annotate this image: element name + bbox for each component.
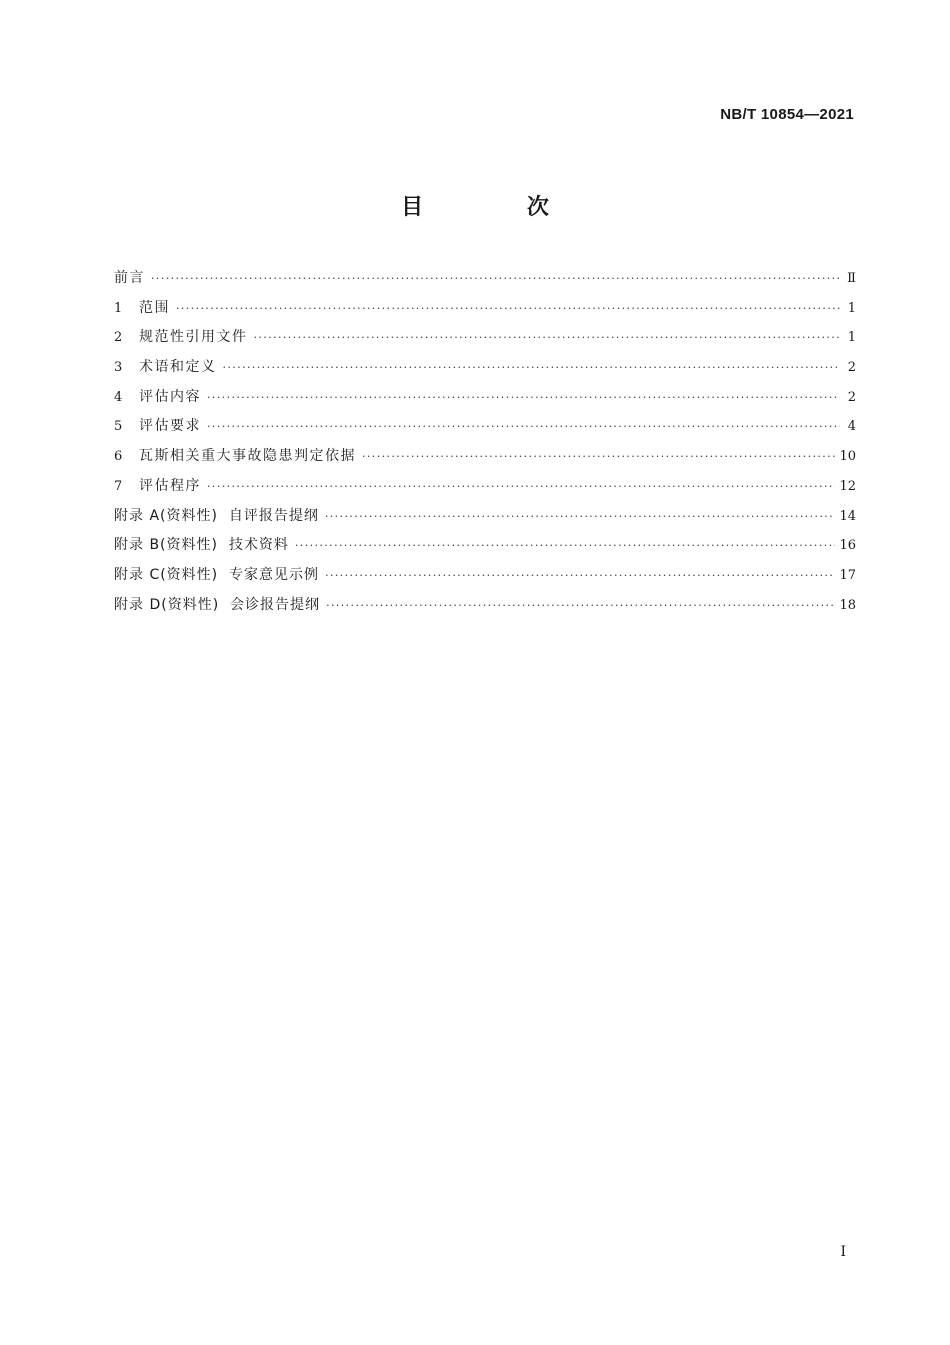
toc-entry-page: 4 [847, 419, 856, 435]
toc-entry-page: 2 [847, 360, 856, 376]
toc-entry-appendix-b[interactable] [114, 534, 856, 564]
toc-dot-leader [207, 480, 835, 493]
toc-entry-hazard-criteria[interactable] [114, 445, 856, 475]
toc-entry-label: 附录 C(资料性) 专家意见示例 [114, 566, 320, 583]
toc-dot-leader [254, 331, 841, 344]
toc-entry-number: 1 [114, 300, 123, 316]
toc-dot-leader [207, 391, 840, 404]
toc-entry-page: 1 [847, 330, 856, 346]
toc-entry-page: 2 [847, 389, 856, 405]
toc-entry-page: 17 [839, 567, 856, 583]
page-number: Ⅰ [840, 1244, 846, 1260]
toc-entry-label: 范围 [139, 299, 170, 316]
toc-entry-number: 7 [114, 478, 123, 494]
toc-entry-normative-references[interactable] [114, 326, 856, 356]
toc-entry-label: 评估内容 [139, 388, 201, 405]
toc-entry-assessment-requirements[interactable] [114, 415, 856, 445]
toc-dot-leader [176, 302, 840, 315]
toc-entry-label: 评估程序 [139, 477, 201, 494]
standard-number: NB/T 10854—2021 [720, 106, 854, 123]
toc-entry-appendix-d[interactable] [114, 594, 856, 624]
toc-entry-assessment-procedure[interactable] [114, 475, 856, 505]
toc-entry-label: 规范性引用文件 [139, 329, 248, 346]
toc-entry-number: 5 [114, 419, 123, 435]
toc-title: 目 次 [401, 195, 597, 220]
toc-dot-leader [325, 569, 835, 582]
toc-entry-label: 前言 [114, 270, 145, 286]
toc-entry-appendix-c[interactable] [114, 564, 856, 594]
toc-entry-page: 12 [839, 478, 856, 494]
toc-entry-page: 10 [839, 449, 856, 465]
toc-dot-leader [295, 539, 836, 552]
toc-entry-label: 附录 D(资料性) 会诊报告提纲 [114, 596, 321, 613]
toc-entry-terms-definitions[interactable] [114, 356, 856, 386]
toc-entry-label: 评估要求 [139, 418, 201, 435]
toc-entry-foreword[interactable] [114, 267, 856, 297]
toc-entry-number: 3 [114, 360, 123, 376]
toc-entry-page: 16 [839, 538, 856, 554]
toc-entry-label: 附录 B(资料性) 技术资料 [114, 537, 289, 554]
toc-dot-leader [325, 510, 836, 523]
toc-entry-number: 4 [114, 389, 123, 405]
toc-entry-page: 1 [847, 300, 856, 316]
toc-entry-assessment-content[interactable] [114, 386, 856, 416]
toc-dot-leader [151, 272, 840, 285]
toc-entry-page: Ⅱ [847, 271, 856, 286]
table-of-contents [114, 267, 856, 623]
toc-dot-leader [362, 450, 835, 463]
toc-entry-page: 14 [839, 508, 856, 524]
toc-entry-number: 6 [114, 449, 123, 465]
toc-entry-scope[interactable] [114, 297, 856, 327]
toc-entry-label: 术语和定义 [139, 359, 217, 376]
toc-dot-leader [223, 361, 841, 374]
toc-dot-leader [207, 420, 840, 433]
toc-entry-label: 瓦斯相关重大事故隐患判定依据 [139, 448, 356, 465]
toc-entry-label: 附录 A(资料性) 自评报告提纲 [114, 507, 319, 524]
toc-dot-leader [326, 599, 835, 612]
toc-entry-appendix-a[interactable] [114, 505, 856, 535]
toc-entry-page: 18 [839, 597, 856, 613]
toc-entry-number: 2 [114, 330, 123, 346]
